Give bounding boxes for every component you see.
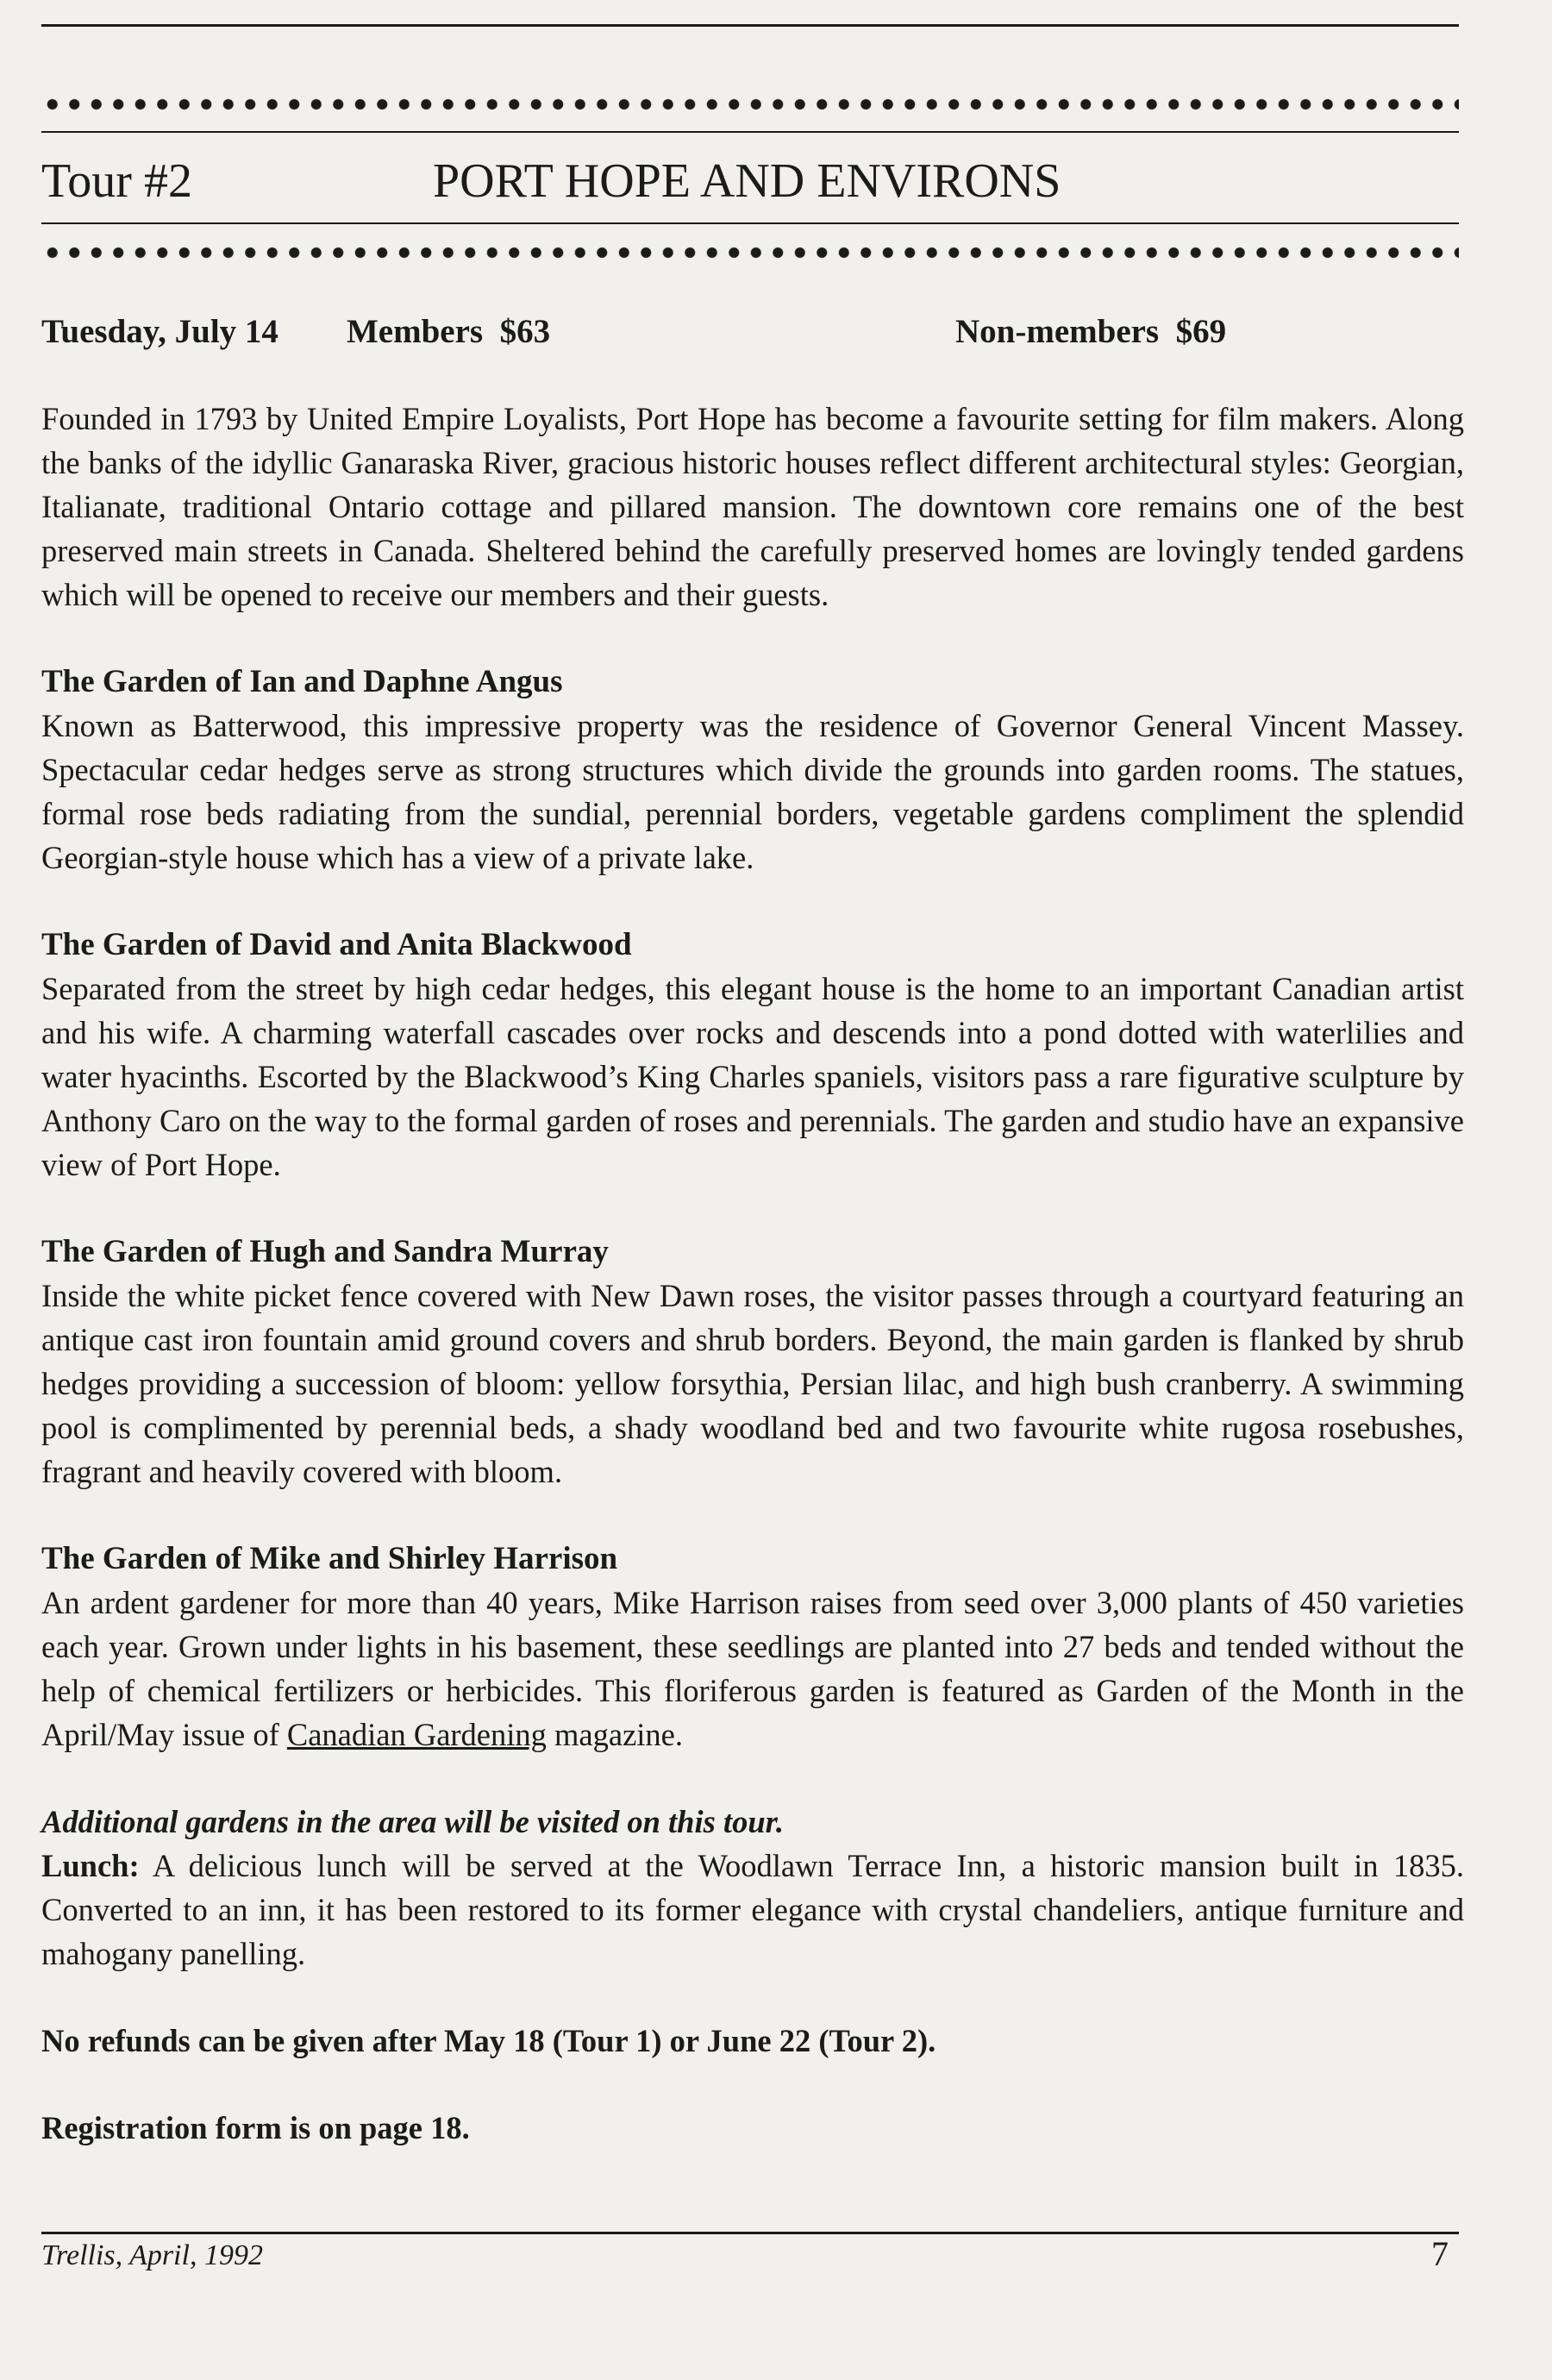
- member-price: Members $63: [347, 313, 551, 350]
- tour-title: PORT HOPE AND ENVIRONS: [433, 154, 1061, 208]
- garden-text-angus: Known as Batterwood, this impressive property was the residence of Governor General Vincent Massey. Spectacular cedar hedges serve as strong structures which divide the grounds into garden rooms. The statues, formal rose beds radiating from the sundial, perennial borders, vegetable gardens compliment the splendid Georgian-style house which has a view of a private lake.: [41, 708, 1464, 875]
- registration-notice: Registration form is on page 18.: [41, 2110, 470, 2145]
- tour-label: Tour #2: [41, 154, 192, 208]
- dotted-border-top: [41, 95, 1459, 114]
- article-body: [41, 397, 1464, 2150]
- tour-date: Tuesday, July 14: [41, 313, 278, 350]
- garden-title-blackwood: The Garden of David and Anita Blackwood: [41, 927, 632, 962]
- top-rule: [41, 24, 1459, 27]
- harrison-text-before: An ardent gardener for more than 40 years, Mike Harrison raises from seed over 3,000 plants of 450 varieties each year. Grown under lights in his basement, these seedlings are planted into 27 beds and tended without the help of chemical fertilizers or herbicides. This floriferous garden is featured as Garden of the Month in the April/May issue of: [41, 1585, 1464, 1752]
- footer-rule: [41, 2232, 1459, 2234]
- refund-notice: No refunds can be given after May 18 (Tour 1) or June 22 (Tour 2).: [41, 2023, 936, 2058]
- intro-paragraph: Founded in 1793 by United Empire Loyalists, Port Hope has become a favourite setting for film makers. Along the banks of the idyllic Ganaraska River, gracious historic houses reflect different architectural styles: Georgian, Italianate, traditional Ontario cottage and pillared mansion. The downtown core remains one of the best preserved main streets in Canada. Sheltered behind the carefully preserved homes are lovingly tended gardens which will be opened to receive our members and their guests.: [41, 401, 1464, 612]
- dotted-border-bottom: [41, 243, 1459, 262]
- lunch-text: A delicious lunch will be served at the Woodlawn Terrace Inn, a historic mansion built in 1835. Converted to an inn, it has been restored to its former elegance with crystal chandeliers, antique furniture and mahogany panelling.: [41, 1848, 1464, 1971]
- additional-gardens-note: Additional gardens in the area will be visited on this tour.: [41, 1804, 784, 1839]
- lunch-label: Lunch:: [41, 1848, 140, 1883]
- header-rule-top: [41, 131, 1459, 133]
- nonmember-price: Non-members $69: [955, 313, 1227, 350]
- page-number: 7: [1431, 2234, 1449, 2273]
- garden-title-harrison: The Garden of Mike and Shirley Harrison: [41, 1541, 618, 1576]
- footer-source: Trellis, April, 1992: [41, 2239, 263, 2271]
- garden-text-blackwood: Separated from the street by high cedar hedges, this elegant house is the home to an important Canadian artist and his wife. A charming waterfall cascades over rocks and descends into a pond dotted with waterlilies and water hyacinths. Escorted by the Blackwood’s King Charles spaniels, visitors pass a rare figurative sculpture by Anthony Caro on the way to the formal garden of roses and perennials. The garden and studio have an expansive view of Port Hope.: [41, 971, 1464, 1182]
- header-rule-bottom: [41, 222, 1459, 224]
- lunch-paragraph: [41, 1844, 1464, 1976]
- magazine-name: Canadian Gardening: [286, 1717, 547, 1752]
- garden-text-harrison: [41, 1581, 1464, 1757]
- garden-text-murray: Inside the white picket fence covered with New Dawn roses, the visitor passes through a courtyard featuring an antique cast iron fountain amid ground covers and shrub borders. Beyond, the main garden is flanked by shrub hedges providing a succession of bloom: yellow forsythia, Persian lilac, and high bush cranberry. A swimming pool is complimented by perennial beds, a shady woodland bed and two favourite white rugosa rosebushes, fragrant and heavily covered with bloom.: [41, 1278, 1464, 1489]
- garden-title-angus: The Garden of Ian and Daphne Angus: [41, 664, 563, 699]
- harrison-text-after: magazine.: [554, 1717, 683, 1752]
- garden-title-murray: The Garden of Hugh and Sandra Murray: [41, 1234, 609, 1269]
